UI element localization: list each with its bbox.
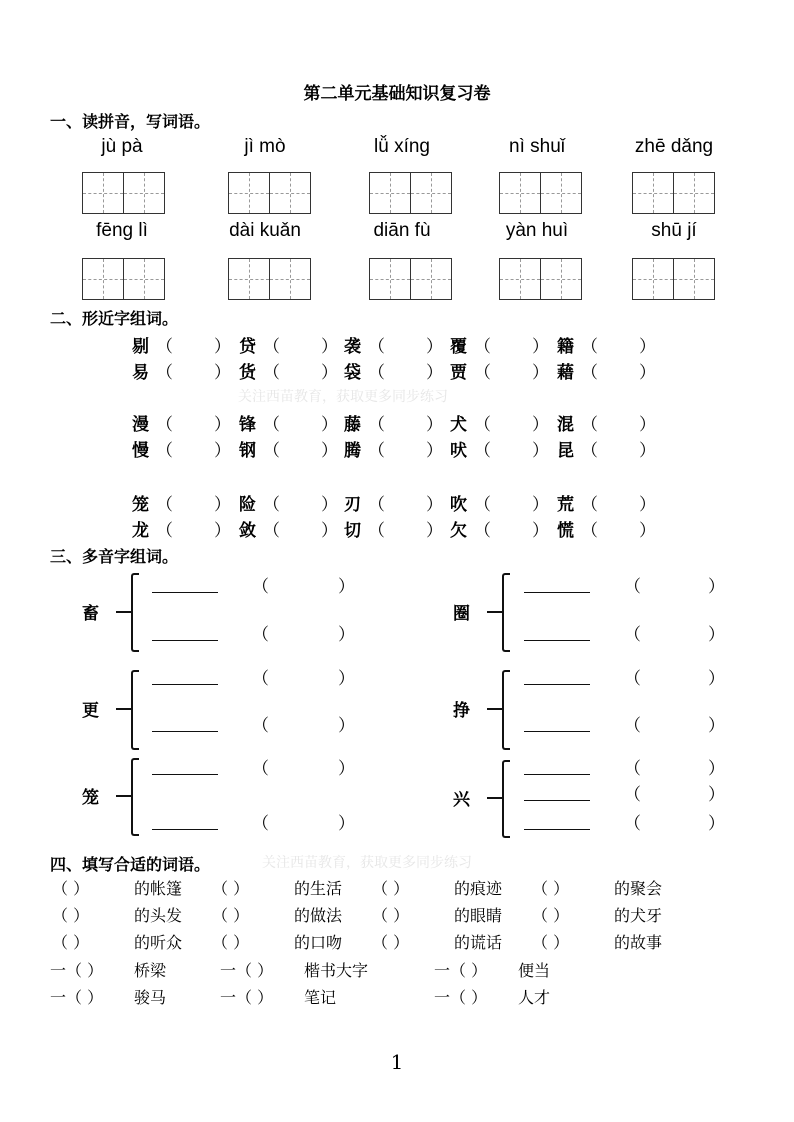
fill-blank[interactable]: （ ） bbox=[212, 879, 250, 898]
answer-line[interactable] bbox=[524, 640, 590, 641]
similar-character: 犬 bbox=[450, 415, 467, 435]
phrase-noun: 人才 bbox=[518, 988, 551, 1007]
word-blank-open[interactable]: （ bbox=[368, 521, 385, 541]
word-blank-open[interactable]: （ bbox=[581, 415, 598, 435]
word-blank-open[interactable]: （ bbox=[368, 415, 385, 435]
phrase-suffix: 的生活 bbox=[294, 879, 343, 898]
pinyin-label: jù pà bbox=[101, 136, 143, 157]
similar-character: 货 bbox=[239, 363, 256, 383]
fill-blank[interactable]: （ ） bbox=[532, 906, 570, 925]
answer-line[interactable] bbox=[152, 640, 218, 641]
pinyin-label: dài kuǎn bbox=[229, 220, 301, 241]
writing-box[interactable] bbox=[82, 172, 165, 214]
word-blank-open[interactable]: （ bbox=[263, 441, 280, 461]
answer-line[interactable] bbox=[524, 592, 590, 593]
similar-character: 混 bbox=[557, 415, 574, 435]
phrase-suffix: 的帐篷 bbox=[134, 879, 183, 898]
fill-blank[interactable]: （ ） bbox=[212, 906, 250, 925]
pinyin-blank-open[interactable]: （ bbox=[252, 814, 269, 834]
word-blank-close: ） bbox=[532, 415, 549, 435]
similar-character: 锋 bbox=[239, 415, 256, 435]
word-blank-open[interactable]: （ bbox=[474, 441, 491, 461]
word-blank-close: ） bbox=[639, 495, 656, 515]
bracket-stem bbox=[487, 611, 503, 613]
bracket-stem bbox=[487, 708, 503, 710]
similar-character: 欠 bbox=[450, 521, 467, 541]
pinyin-blank-close: ） bbox=[708, 759, 725, 779]
pinyin-label: nì shuǐ bbox=[509, 136, 565, 157]
word-blank-close: ） bbox=[214, 521, 231, 541]
pinyin-label: fēng lì bbox=[96, 220, 148, 241]
similar-character: 昆 bbox=[557, 441, 574, 461]
word-blank-open[interactable]: （ bbox=[263, 363, 280, 383]
similar-character: 漫 bbox=[132, 415, 149, 435]
word-blank-open[interactable]: （ bbox=[581, 363, 598, 383]
writing-box[interactable] bbox=[499, 172, 582, 214]
pinyin-blank-close: ） bbox=[708, 669, 725, 689]
word-blank-close: ） bbox=[639, 521, 656, 541]
bracket-stem bbox=[116, 795, 132, 797]
word-blank-close: ） bbox=[639, 441, 656, 461]
phrase-suffix: 的口吻 bbox=[294, 933, 343, 952]
word-blank-close: ） bbox=[532, 521, 549, 541]
section2-heading: 二、形近字组词。 bbox=[50, 309, 179, 328]
word-blank-close: ） bbox=[532, 495, 549, 515]
similar-character: 腾 bbox=[344, 441, 361, 461]
answer-line[interactable] bbox=[524, 731, 590, 732]
pinyin-blank-open[interactable]: （ bbox=[624, 716, 641, 736]
pinyin-blank-close: ） bbox=[338, 669, 355, 689]
curly-bracket bbox=[502, 573, 510, 652]
writing-box[interactable] bbox=[369, 258, 452, 300]
word-blank-close: ） bbox=[639, 337, 656, 357]
answer-line[interactable] bbox=[152, 774, 218, 775]
similar-character: 龙 bbox=[132, 521, 149, 541]
phrase-noun: 便当 bbox=[518, 961, 551, 980]
word-blank-open[interactable]: （ bbox=[156, 441, 173, 461]
bracket-stem bbox=[116, 611, 132, 613]
word-blank-open[interactable]: （ bbox=[156, 363, 173, 383]
watermark: 关注西苗教育，获取更多同步练习 bbox=[262, 855, 472, 871]
answer-line[interactable] bbox=[524, 800, 590, 801]
similar-character: 藤 bbox=[344, 415, 361, 435]
section1-heading: 一、读拼音，写词语。 bbox=[50, 112, 211, 131]
word-blank-close: ） bbox=[214, 337, 231, 357]
similar-character: 袋 bbox=[344, 363, 361, 383]
word-blank-close: ） bbox=[321, 337, 338, 357]
measure-word-blank[interactable]: 一（ ） bbox=[434, 961, 488, 980]
word-blank-close: ） bbox=[639, 415, 656, 435]
measure-word-blank[interactable]: 一（ ） bbox=[434, 988, 488, 1007]
word-blank-close: ） bbox=[426, 495, 443, 515]
polyphone-character: 畜 bbox=[82, 604, 99, 624]
measure-word-blank[interactable]: 一（ ） bbox=[220, 961, 274, 980]
pinyin-blank-open[interactable]: （ bbox=[624, 625, 641, 645]
similar-character: 覆 bbox=[450, 337, 467, 357]
word-blank-close: ） bbox=[532, 337, 549, 357]
curly-bracket bbox=[131, 670, 139, 750]
similar-character: 敛 bbox=[239, 521, 256, 541]
pinyin-blank-open[interactable]: （ bbox=[252, 759, 269, 779]
phrase-noun: 笔记 bbox=[304, 988, 337, 1007]
answer-line[interactable] bbox=[152, 731, 218, 732]
word-blank-close: ） bbox=[214, 495, 231, 515]
phrase-suffix: 的痕迹 bbox=[454, 879, 503, 898]
curly-bracket bbox=[502, 760, 510, 838]
section4-heading: 四、填写合适的词语。 bbox=[50, 855, 211, 874]
word-blank-open[interactable]: （ bbox=[474, 495, 491, 515]
word-blank-open[interactable]: （ bbox=[156, 521, 173, 541]
similar-character: 笼 bbox=[132, 495, 149, 515]
pinyin-blank-close: ） bbox=[708, 577, 725, 597]
answer-line[interactable] bbox=[524, 774, 590, 775]
writing-box[interactable] bbox=[82, 258, 165, 300]
bracket-stem bbox=[116, 708, 132, 710]
polyphone-character: 兴 bbox=[453, 790, 470, 810]
fill-blank[interactable]: （ ） bbox=[372, 879, 410, 898]
measure-word-blank[interactable]: 一（ ） bbox=[50, 988, 104, 1007]
section3-heading: 三、多音字组词。 bbox=[50, 547, 179, 566]
bracket-stem bbox=[487, 797, 503, 799]
measure-word-blank[interactable]: 一（ ） bbox=[50, 961, 104, 980]
pinyin-blank-open[interactable]: （ bbox=[624, 759, 641, 779]
pinyin-label: shū jí bbox=[651, 220, 697, 241]
word-blank-close: ） bbox=[321, 495, 338, 515]
word-blank-close: ） bbox=[532, 363, 549, 383]
word-blank-open[interactable]: （ bbox=[263, 495, 280, 515]
polyphone-character: 更 bbox=[82, 701, 99, 721]
pinyin-blank-open[interactable]: （ bbox=[624, 669, 641, 689]
similar-character: 吠 bbox=[450, 441, 467, 461]
word-blank-open[interactable]: （ bbox=[263, 337, 280, 357]
word-blank-close: ） bbox=[532, 441, 549, 461]
pinyin-label: jì mò bbox=[244, 136, 286, 157]
pinyin-blank-close: ） bbox=[338, 625, 355, 645]
measure-word-blank[interactable]: 一（ ） bbox=[220, 988, 274, 1007]
pinyin-blank-open[interactable]: （ bbox=[252, 716, 269, 736]
word-blank-close: ） bbox=[321, 415, 338, 435]
similar-character: 藉 bbox=[557, 363, 574, 383]
word-blank-close: ） bbox=[321, 363, 338, 383]
answer-line[interactable] bbox=[524, 684, 590, 685]
phrase-suffix: 的谎话 bbox=[454, 933, 503, 952]
word-blank-open[interactable]: （ bbox=[581, 337, 598, 357]
phrase-noun: 骏马 bbox=[134, 988, 167, 1007]
pinyin-blank-open[interactable]: （ bbox=[252, 577, 269, 597]
word-blank-close: ） bbox=[639, 363, 656, 383]
fill-blank[interactable]: （ ） bbox=[212, 933, 250, 952]
word-blank-close: ） bbox=[426, 441, 443, 461]
pinyin-label: diān fù bbox=[373, 220, 431, 241]
fill-blank[interactable]: （ ） bbox=[52, 879, 90, 898]
similar-character: 籍 bbox=[557, 337, 574, 357]
pinyin-blank-close: ） bbox=[708, 625, 725, 645]
fill-blank[interactable]: （ ） bbox=[372, 933, 410, 952]
writing-box[interactable] bbox=[632, 258, 715, 300]
word-blank-close: ） bbox=[426, 337, 443, 357]
word-blank-open[interactable]: （ bbox=[263, 415, 280, 435]
pinyin-blank-close: ） bbox=[338, 759, 355, 779]
similar-character: 慌 bbox=[557, 521, 574, 541]
writing-box[interactable] bbox=[369, 172, 452, 214]
answer-line[interactable] bbox=[152, 684, 218, 685]
word-blank-open[interactable]: （ bbox=[368, 337, 385, 357]
phrase-suffix: 的听众 bbox=[134, 933, 183, 952]
pinyin-blank-close: ） bbox=[708, 814, 725, 834]
word-blank-close: ） bbox=[426, 363, 443, 383]
pinyin-blank-close: ） bbox=[338, 716, 355, 736]
pinyin-blank-open[interactable]: （ bbox=[252, 669, 269, 689]
curly-bracket bbox=[131, 573, 139, 652]
pinyin-label: lǚ xíng bbox=[374, 136, 430, 157]
answer-line[interactable] bbox=[152, 829, 218, 830]
word-blank-close: ） bbox=[321, 441, 338, 461]
similar-character: 切 bbox=[344, 521, 361, 541]
similar-character: 荒 bbox=[557, 495, 574, 515]
word-blank-open[interactable]: （ bbox=[368, 495, 385, 515]
pinyin-blank-close: ） bbox=[338, 814, 355, 834]
writing-box[interactable] bbox=[632, 172, 715, 214]
word-blank-open[interactable]: （ bbox=[474, 521, 491, 541]
fill-blank[interactable]: （ ） bbox=[532, 933, 570, 952]
writing-box[interactable] bbox=[499, 258, 582, 300]
pinyin-blank-open[interactable]: （ bbox=[252, 625, 269, 645]
pinyin-blank-open[interactable]: （ bbox=[624, 814, 641, 834]
answer-line[interactable] bbox=[524, 829, 590, 830]
polyphone-character: 圈 bbox=[453, 604, 470, 624]
similar-character: 袭 bbox=[344, 337, 361, 357]
pinyin-blank-close: ） bbox=[708, 785, 725, 805]
writing-box[interactable] bbox=[228, 258, 311, 300]
pinyin-blank-open[interactable]: （ bbox=[624, 785, 641, 805]
word-blank-close: ） bbox=[214, 363, 231, 383]
word-blank-close: ） bbox=[426, 415, 443, 435]
similar-character: 险 bbox=[239, 495, 256, 515]
curly-bracket bbox=[502, 670, 510, 750]
word-blank-open[interactable]: （ bbox=[156, 415, 173, 435]
fill-blank[interactable]: （ ） bbox=[532, 879, 570, 898]
similar-character: 刃 bbox=[344, 495, 361, 515]
word-blank-open[interactable]: （ bbox=[368, 363, 385, 383]
word-blank-open[interactable]: （ bbox=[474, 415, 491, 435]
word-blank-open[interactable]: （ bbox=[156, 337, 173, 357]
word-blank-close: ） bbox=[214, 441, 231, 461]
word-blank-close: ） bbox=[321, 521, 338, 541]
similar-character: 易 bbox=[132, 363, 149, 383]
word-blank-open[interactable]: （ bbox=[581, 521, 598, 541]
word-blank-close: ） bbox=[426, 521, 443, 541]
phrase-suffix: 的犬牙 bbox=[614, 906, 663, 925]
similar-character: 剔 bbox=[132, 337, 149, 357]
word-blank-close: ） bbox=[214, 415, 231, 435]
fill-blank[interactable]: （ ） bbox=[52, 906, 90, 925]
fill-blank[interactable]: （ ） bbox=[372, 906, 410, 925]
pinyin-blank-open[interactable]: （ bbox=[624, 577, 641, 597]
word-blank-open[interactable]: （ bbox=[263, 521, 280, 541]
phrase-noun: 楷书大字 bbox=[304, 961, 369, 980]
word-blank-open[interactable]: （ bbox=[368, 441, 385, 461]
word-blank-open[interactable]: （ bbox=[581, 441, 598, 461]
page-number: 1 bbox=[390, 1050, 404, 1074]
word-blank-open[interactable]: （ bbox=[156, 495, 173, 515]
word-blank-open[interactable]: （ bbox=[581, 495, 598, 515]
writing-box[interactable] bbox=[228, 172, 311, 214]
polyphone-character: 笼 bbox=[82, 788, 99, 808]
phrase-suffix: 的聚会 bbox=[614, 879, 663, 898]
similar-character: 贷 bbox=[239, 337, 256, 357]
word-blank-open[interactable]: （ bbox=[474, 363, 491, 383]
watermark: 关注西苗教育，获取更多同步练习 bbox=[238, 389, 448, 405]
pinyin-blank-close: ） bbox=[708, 716, 725, 736]
phrase-suffix: 的头发 bbox=[134, 906, 183, 925]
fill-blank[interactable]: （ ） bbox=[52, 933, 90, 952]
polyphone-character: 挣 bbox=[453, 701, 470, 721]
similar-character: 钢 bbox=[239, 441, 256, 461]
phrase-suffix: 的故事 bbox=[614, 933, 663, 952]
curly-bracket bbox=[131, 758, 139, 836]
phrase-noun: 桥梁 bbox=[134, 961, 167, 980]
pinyin-label: zhē dǎng bbox=[634, 136, 714, 157]
pinyin-label: yàn huì bbox=[505, 220, 569, 241]
page-title: 第二单元基础知识复习卷 bbox=[303, 84, 491, 104]
word-blank-open[interactable]: （ bbox=[474, 337, 491, 357]
similar-character: 吹 bbox=[450, 495, 467, 515]
phrase-suffix: 的眼睛 bbox=[454, 906, 503, 925]
similar-character: 贾 bbox=[450, 363, 467, 383]
similar-character: 慢 bbox=[132, 441, 149, 461]
answer-line[interactable] bbox=[152, 592, 218, 593]
phrase-suffix: 的做法 bbox=[294, 906, 343, 925]
pinyin-blank-close: ） bbox=[338, 577, 355, 597]
